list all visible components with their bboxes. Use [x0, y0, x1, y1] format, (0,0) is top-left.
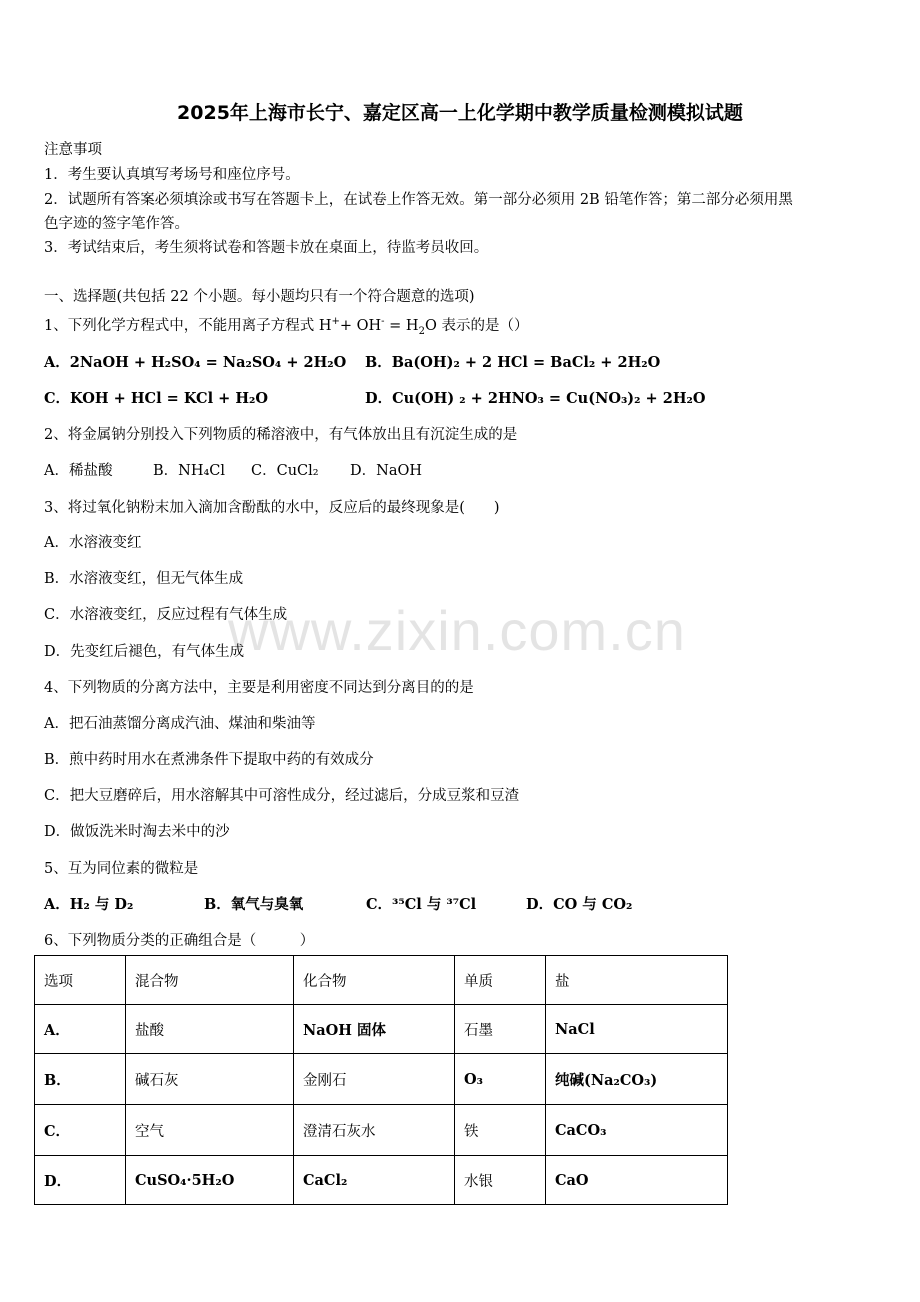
q2-option-c: C．CuCl₂	[251, 463, 319, 479]
q5-option-c: C．³⁵Cl 与 ³⁷Cl	[366, 896, 477, 913]
notice-heading: 注意事项	[44, 142, 102, 158]
notice-item-3: 3．考试结束后，考生须将试卷和答题卡放在桌面上，待监考员收回。	[44, 240, 489, 256]
table-cell: CaCl₂	[294, 1156, 455, 1205]
q1-option-d: D．Cu(OH) ₂ + 2HNO₃ = Cu(NO₃)₂ + 2H₂O	[365, 390, 706, 407]
q1-sup-minus: -	[381, 316, 385, 328]
q1-stem-eq3: O 表示的是（）	[424, 318, 529, 334]
table-header-cell: 单质	[455, 956, 546, 1005]
table-cell: NaCl	[546, 1005, 728, 1054]
q4-option-b: B．煎中药时用水在煮沸条件下提取中药的有效成分	[44, 752, 374, 768]
q2-option-d: D．NaOH	[350, 463, 422, 479]
q3-stem: 3、将过氧化钠粉末加入滴加含酚酞的水中，反应后的最终现象是( )	[44, 500, 500, 516]
table-cell: D．	[35, 1156, 126, 1205]
section-heading: 一、选择题(共包括 22 个小题。每小题均只有一个符合题意的选项)	[44, 289, 475, 305]
q1-stem-eq: + OH	[339, 318, 382, 334]
table-cell: NaOH 固体	[294, 1005, 455, 1054]
table-header-cell: 选项	[35, 956, 126, 1005]
q3-option-b: B．水溶液变红，但无气体生成	[44, 571, 244, 587]
q1-sub-2: 2	[418, 325, 425, 337]
table-cell: 碱石灰	[126, 1054, 294, 1105]
table-header-row	[35, 956, 728, 1005]
table-cell: 空气	[126, 1105, 294, 1156]
q1-stem-eq2: = H	[384, 318, 419, 334]
q4-option-d: D．做饭洗米时淘去米中的沙	[44, 824, 230, 840]
table-cell: CaCO₃	[546, 1105, 728, 1156]
table-cell: B．	[35, 1054, 126, 1105]
table-cell: O₃	[455, 1054, 546, 1105]
table-cell: 铁	[455, 1105, 546, 1156]
table-header-cell: 盐	[546, 956, 728, 1005]
q1-option-a: A．2NaOH + H₂SO₄ = Na₂SO₄ + 2H₂O	[44, 354, 347, 371]
q2-stem: 2、将金属钠分别投入下列物质的稀溶液中，有气体放出且有沉淀生成的是	[44, 427, 518, 443]
q1-option-b: B．Ba(OH)₂ + 2 HCl = BaCl₂ + 2H₂O	[365, 354, 661, 371]
table-row	[35, 1105, 728, 1156]
q3-option-d: D．先变红后褪色，有气体生成	[44, 644, 245, 660]
q2-option-b: B．NH₄Cl	[153, 463, 226, 479]
q5-option-b: B．氧气与臭氧	[204, 896, 304, 913]
table-cell: 盐酸	[126, 1005, 294, 1054]
page-title: 2025年上海市长宁、嘉定区高一上化学期中教学质量检测模拟试题	[177, 102, 743, 124]
table-cell: CaO	[546, 1156, 728, 1205]
table-cell: C．	[35, 1105, 126, 1156]
table-header-cell: 混合物	[126, 956, 294, 1005]
watermark: www.zixin.com.cn	[228, 599, 686, 662]
q1-option-c: C．KOH + HCl = KCl + H₂O	[44, 390, 269, 407]
table-row	[35, 1156, 728, 1205]
table-cell: 纯碱(Na₂CO₃)	[546, 1054, 728, 1105]
q1-stem	[44, 314, 528, 335]
notice-item-1: 1．考生要认真填写考场号和座位序号。	[44, 167, 300, 183]
table-cell: A．	[35, 1005, 126, 1054]
q6-stem: 6、下列物质分类的正确组合是（ ）	[44, 933, 315, 949]
q5-stem: 5、互为同位素的微粒是	[44, 861, 199, 877]
q5-option-d: D．CO 与 CO₂	[526, 896, 633, 913]
q5-option-a: A．H₂ 与 D₂	[44, 896, 134, 913]
q3-option-a: A．水溶液变红	[44, 535, 142, 551]
table-cell: 水银	[455, 1156, 546, 1205]
table-row	[35, 1005, 728, 1054]
table-cell: 澄清石灰水	[294, 1105, 455, 1156]
q4-stem: 4、下列物质的分离方法中，主要是利用密度不同达到分离目的的是	[44, 680, 474, 696]
classification-table	[34, 955, 728, 1205]
q1-stem-pre: 1、下列化学方程式中，不能用离子方程式 H	[44, 318, 332, 334]
table-cell: CuSO₄·5H₂O	[126, 1156, 294, 1205]
notice-item-2-line-2: 色字迹的签字笔作答。	[44, 216, 189, 232]
table-cell: 石墨	[455, 1005, 546, 1054]
q2-option-a: A．稀盐酸	[44, 463, 113, 479]
notice-item-2-line-1: 2．试题所有答案必须填涂或书写在答题卡上，在试卷上作答无效。第一部分必须用 2B 铅笔作答；第二部分必须用黑	[44, 192, 793, 208]
q1-sup-plus: +	[331, 316, 340, 328]
table-cell: 金刚石	[294, 1054, 455, 1105]
q4-option-a: A．把石油蒸馏分离成汽油、煤油和柴油等	[44, 716, 316, 732]
q4-option-c: C．把大豆磨碎后，用水溶解其中可溶性成分，经过滤后，分成豆浆和豆渣	[44, 788, 520, 804]
table-header-cell: 化合物	[294, 956, 455, 1005]
table-row	[35, 1054, 728, 1105]
q3-option-c: C．水溶液变红，反应过程有气体生成	[44, 607, 288, 623]
